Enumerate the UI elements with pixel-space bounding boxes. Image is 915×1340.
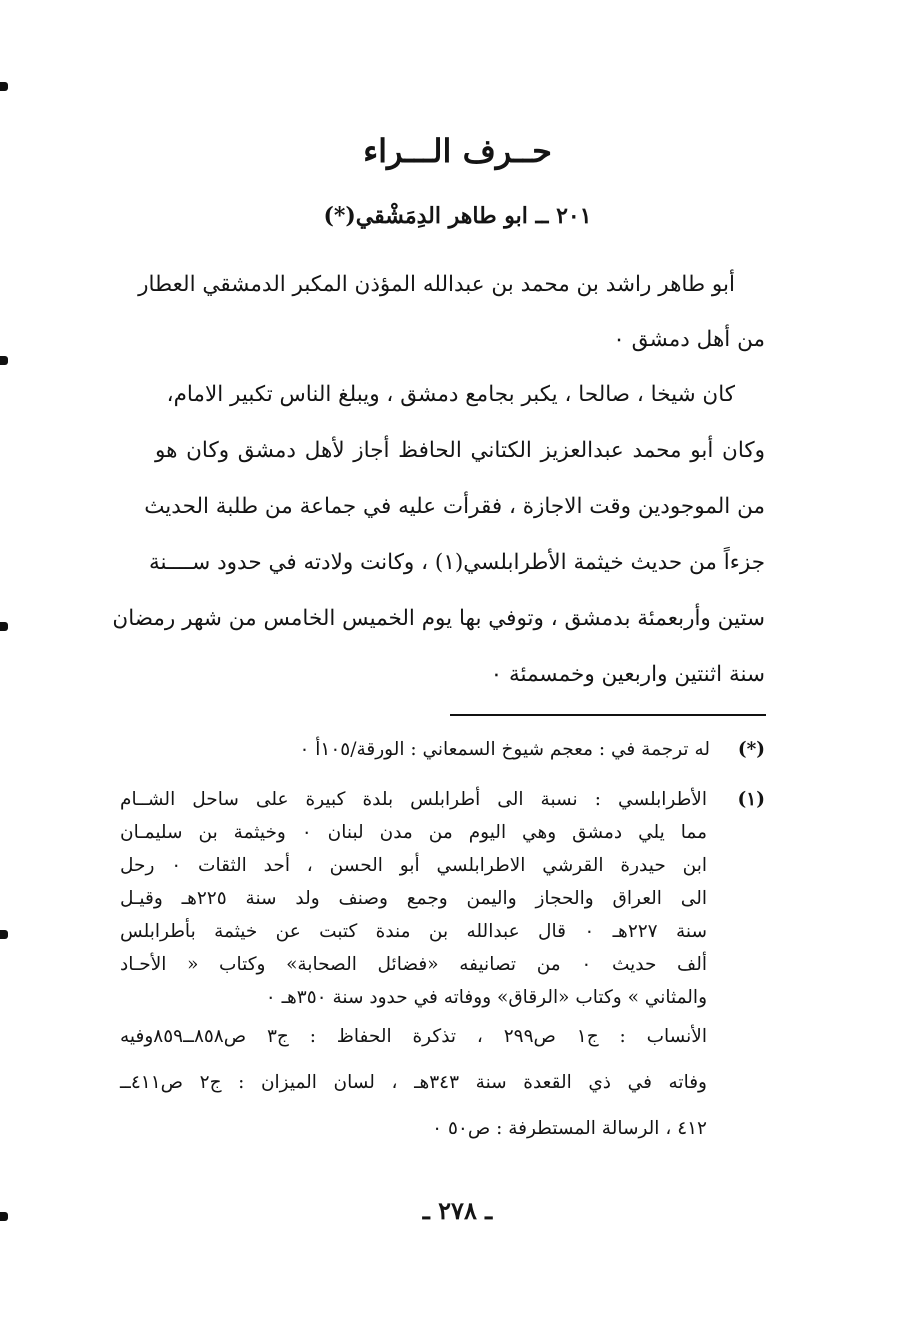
footnote-marker: (*): [737, 739, 765, 760]
body-line: من أهل دمشق ٠: [613, 327, 765, 352]
body-line: ستين وأربعمئة بدمشق ، وتوفي بها يوم الخميس الخامس من شهر رمضان: [112, 606, 765, 631]
scan-edge-mark: [0, 82, 8, 91]
footnote-line: له ترجمة في : معجم شيوخ السمعاني : الورقة/١٠٥أ ٠: [299, 739, 710, 760]
sources-line: الأنساب : ج١ ص٢٩٩ ، تذكرة الحفاظ : ج٣ ص٨٥٨ــ٨٥٩وفيه: [120, 1026, 707, 1047]
body-line: جزءاً من حديث خيثمة الأطرابلسي(١) ، وكانت ولادته في حدود ســــنة: [149, 550, 765, 575]
entry-title: ٢٠١ ــ ابو طاهر الدِمَشْقي(*): [323, 203, 592, 229]
footnote-line: الى العراق والحجاز واليمن وجمع وصنف ولد سنة ٢٢٥هـ وقيـل: [120, 888, 707, 909]
body-line: من الموجودين وقت الاجازة ، فقرأت عليه في جماعة من طلبة الحديث: [144, 494, 765, 519]
page-number: ـ ٢٧٨ ـ: [422, 1196, 493, 1225]
footnote-line: مما يلي دمشق وهي اليوم من مدن لبنان ٠ وخيثمة بن سليمـان: [120, 822, 707, 843]
footnote-line: ابن حيدرة القرشي الاطرابلسي أبو الحسن ، أحد الثقات ٠ رحل: [120, 855, 708, 876]
body-line: وكان أبو محمد عبدالعزيز الكتاني الحافظ أجاز لأهل دمشق وكان هو: [155, 438, 765, 463]
scan-edge-mark: [0, 356, 8, 365]
scan-edge-mark: [0, 622, 8, 631]
body-line: كان شيخا ، صالحا ، يكبر بجامع دمشق ، ويبلغ الناس تكبير الامام،: [166, 382, 735, 407]
sources-line: ٤١٢ ، الرسالة المستطرفة : ص٥٠ ٠: [432, 1118, 707, 1139]
footnote-line: ألف حديث ٠ من تصانيفه «فضائل الصحابة» وكتاب « الأحـاد: [120, 954, 707, 975]
footnote-line: الأطرابلسي : نسبة الى أطرابلس بلدة كبيرة على ساحل الشــام: [120, 789, 707, 810]
sources-line: وفاته في ذي القعدة سنة ٣٤٣هـ ، لسان الميزان : ج٢ ص٤١١ــ: [120, 1072, 707, 1093]
body-line: سنة اثنتين واربعين وخمسمئة ٠: [490, 662, 765, 687]
footnote-line: سنة ٢٢٧هـ ٠ قال عبدالله بن مندة كتبت عن خيثمة بأطرابلس: [120, 921, 707, 942]
body-line: أبو طاهر راشد بن محمد بن عبدالله المؤذن المكبر الدمشقي العطار: [138, 272, 735, 297]
footnote-line: والمثاني » وكتاب «الرقاق» ووفاته في حدود سنة ٣٥٠هـ ٠: [265, 987, 707, 1008]
footnote-marker: (١): [737, 789, 765, 810]
chapter-title: حــرف الـــراء: [363, 132, 552, 170]
footnote-separator: [450, 714, 766, 716]
scan-edge-mark: [0, 930, 8, 939]
